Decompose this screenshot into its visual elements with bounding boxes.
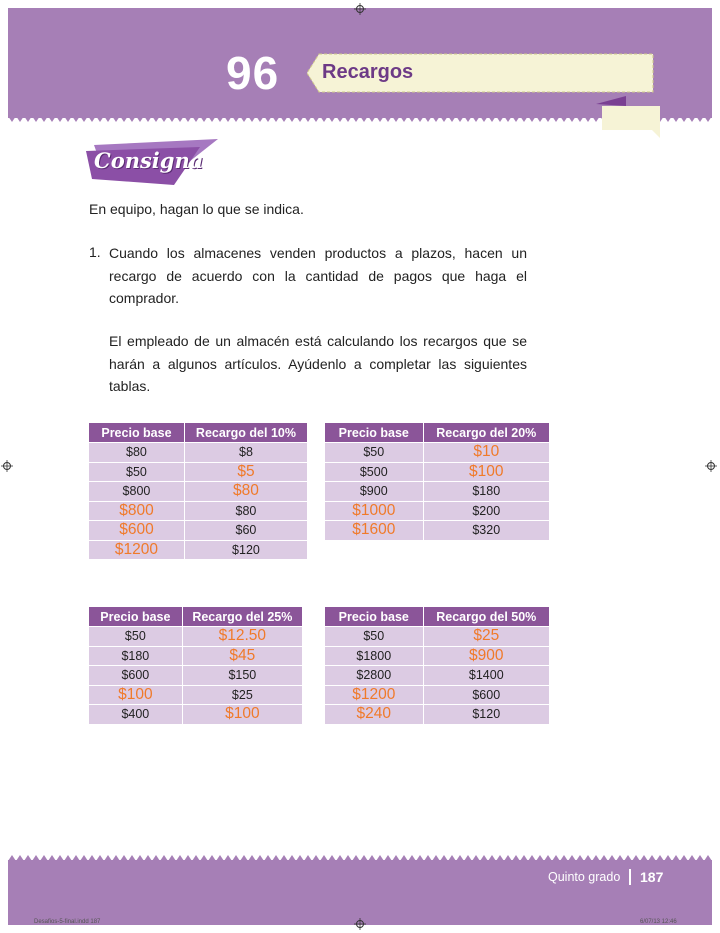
table-row xyxy=(325,646,549,666)
table-row xyxy=(325,520,549,540)
printed-value: $320 xyxy=(472,523,501,538)
column-header-precio-base: Precio base xyxy=(325,607,424,626)
table-header-row xyxy=(325,423,549,442)
registration-mark-icon xyxy=(705,460,717,472)
column-header-recargo: Recargo del 50% xyxy=(424,607,549,626)
handwritten-answer: $600 xyxy=(119,521,154,539)
column-header-recargo: Recargo del 25% xyxy=(183,607,302,626)
table-header-row xyxy=(325,607,549,626)
column-header-precio-base: Precio base xyxy=(325,423,424,442)
table-recargo-10 xyxy=(89,423,307,559)
table-header-row xyxy=(89,607,302,626)
handwritten-answer: $800 xyxy=(119,501,154,519)
cell-precio-base xyxy=(89,665,183,685)
cell-precio-base xyxy=(89,462,185,482)
cell-recargo xyxy=(424,646,549,666)
cell-precio-base xyxy=(89,501,185,521)
handwritten-answer: $1600 xyxy=(352,521,396,539)
table-row xyxy=(325,481,549,501)
printed-value: $50 xyxy=(124,629,146,644)
cell-precio-base xyxy=(325,442,424,462)
ribbon-decoration xyxy=(596,92,660,140)
registration-mark-icon xyxy=(1,460,13,472)
cell-recargo xyxy=(424,665,549,685)
cell-recargo xyxy=(185,442,307,462)
cell-recargo xyxy=(424,501,549,521)
cell-recargo xyxy=(424,626,549,646)
instruction-text: En equipo, hagan lo que se indica. xyxy=(89,201,304,217)
printed-value: $800 xyxy=(122,484,151,499)
cell-recargo xyxy=(185,481,307,501)
printed-value: $80 xyxy=(235,503,257,518)
print-slug-left: Desafios-5-final.indd 187 xyxy=(34,919,101,925)
handwritten-answer: $1200 xyxy=(114,540,158,558)
printed-value: $400 xyxy=(121,707,150,722)
table-row xyxy=(89,442,307,462)
printed-value: $900 xyxy=(359,484,388,499)
table-row xyxy=(325,442,549,462)
cell-recargo xyxy=(183,646,302,666)
cell-recargo xyxy=(185,501,307,521)
handwritten-answer: $100 xyxy=(118,685,153,703)
printed-value: $80 xyxy=(126,445,147,460)
cell-precio-base xyxy=(89,520,185,540)
printed-value: $50 xyxy=(363,629,385,644)
handwritten-answer: $240 xyxy=(356,705,392,723)
column-header-precio-base: Precio base xyxy=(89,607,183,626)
lesson-number: 96 xyxy=(226,47,280,99)
table-row xyxy=(325,462,549,482)
cell-precio-base xyxy=(325,626,424,646)
table-row xyxy=(325,685,549,705)
printed-value: $150 xyxy=(228,668,257,683)
table-row xyxy=(89,462,307,482)
cell-recargo xyxy=(185,520,307,540)
table-row xyxy=(89,646,302,666)
printed-value: $50 xyxy=(126,464,147,479)
cell-precio-base xyxy=(325,646,424,666)
column-header-precio-base: Precio base xyxy=(89,423,185,442)
question-number: 1. xyxy=(89,244,101,260)
table-recargo-25 xyxy=(89,607,302,724)
cell-recargo xyxy=(183,704,302,724)
table-row xyxy=(89,540,307,560)
printed-value: $180 xyxy=(121,648,150,663)
printed-value: $1400 xyxy=(468,668,504,683)
cell-recargo xyxy=(424,462,549,482)
table-row xyxy=(325,665,549,685)
printed-value: $500 xyxy=(359,464,388,479)
printed-value: $180 xyxy=(472,484,501,499)
cell-recargo xyxy=(424,520,549,540)
cell-precio-base xyxy=(89,481,185,501)
grade-label: Quinto grado xyxy=(548,870,621,884)
handwritten-answer: $12.50 xyxy=(218,627,267,645)
footer-divider xyxy=(629,869,631,885)
cell-precio-base xyxy=(325,685,424,705)
table-row xyxy=(325,704,549,724)
table-row xyxy=(325,626,549,646)
handwritten-answer: $100 xyxy=(469,462,504,480)
printed-value: $200 xyxy=(472,503,501,518)
page-number: 187 xyxy=(640,869,664,885)
cell-recargo xyxy=(424,442,549,462)
table-row xyxy=(89,626,302,646)
table-row xyxy=(89,685,302,705)
cell-recargo xyxy=(424,481,549,501)
cell-precio-base xyxy=(325,501,424,521)
cell-precio-base xyxy=(89,626,183,646)
cell-precio-base xyxy=(325,704,424,724)
print-slug-right: 6/07/13 12:46 xyxy=(640,919,677,925)
column-header-recargo: Recargo del 20% xyxy=(424,423,549,442)
cell-recargo xyxy=(185,462,307,482)
cell-precio-base xyxy=(89,540,185,560)
printed-value: $600 xyxy=(472,687,501,702)
handwritten-answer: $25 xyxy=(473,627,500,645)
table-recargo-20 xyxy=(325,423,549,540)
handwritten-answer: $100 xyxy=(225,705,260,723)
printed-value: $8 xyxy=(239,445,253,460)
page-title: Recargos xyxy=(322,61,414,83)
cell-precio-base xyxy=(89,704,183,724)
printed-value: $1800 xyxy=(356,648,392,663)
cell-recargo xyxy=(183,626,302,646)
handwritten-answer: $1200 xyxy=(352,685,396,703)
cell-precio-base xyxy=(89,685,183,705)
column-header-recargo: Recargo del 10% xyxy=(185,423,307,442)
printed-value: $2800 xyxy=(356,668,392,683)
table-row xyxy=(89,481,307,501)
printed-value: $600 xyxy=(121,668,150,683)
printed-value: $120 xyxy=(472,707,501,722)
cell-precio-base xyxy=(89,442,185,462)
cell-precio-base xyxy=(325,520,424,540)
cell-recargo xyxy=(183,685,302,705)
printed-value: $60 xyxy=(235,523,257,538)
cell-precio-base xyxy=(325,481,424,501)
handwritten-answer: $5 xyxy=(237,462,255,480)
table-row xyxy=(89,704,302,724)
cell-precio-base xyxy=(325,665,424,685)
handwritten-answer: $80 xyxy=(233,482,259,500)
table-row xyxy=(89,665,302,685)
question-paragraph-1: Cuando los almacenes venden productos a plazos, hacen un recargo de acuerdo con la cantidad de pagos que haga el comprador. xyxy=(109,245,527,306)
table-recargo-50 xyxy=(325,607,549,724)
handwritten-answer: $10 xyxy=(473,443,500,461)
cell-precio-base xyxy=(325,462,424,482)
table-row xyxy=(325,501,549,521)
table-header-row xyxy=(89,423,307,442)
printed-value: $25 xyxy=(231,687,253,702)
cell-recargo xyxy=(185,540,307,560)
question-paragraph-2: El empleado de un almacén está calculando los recargos que se harán a algunos artículos. Ayúdenlo a completar las siguientes tablas. xyxy=(109,333,527,394)
table-row xyxy=(89,520,307,540)
handwritten-answer: $1000 xyxy=(352,501,396,519)
cell-recargo xyxy=(183,665,302,685)
handwritten-answer: $900 xyxy=(469,646,504,664)
cell-recargo xyxy=(424,704,549,724)
cell-recargo xyxy=(424,685,549,705)
consigna-label: Consigna xyxy=(94,148,204,173)
registration-mark-icon xyxy=(354,918,366,930)
table-row xyxy=(89,501,307,521)
registration-mark-icon xyxy=(354,3,366,15)
printed-value: $120 xyxy=(232,542,260,557)
cell-precio-base xyxy=(89,646,183,666)
handwritten-answer: $45 xyxy=(229,646,256,664)
printed-value: $50 xyxy=(363,445,385,460)
